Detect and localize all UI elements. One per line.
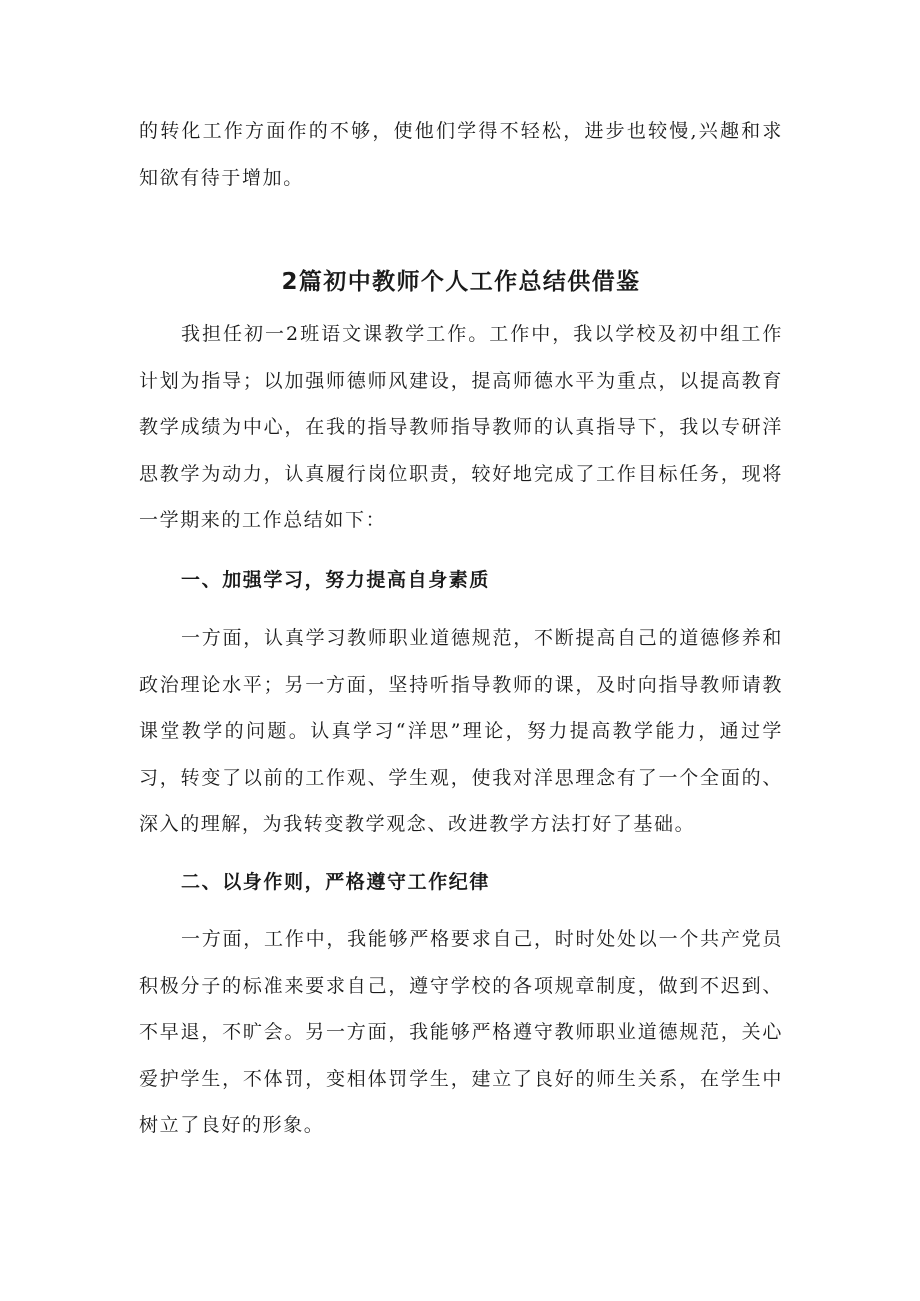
continuation-paragraph: 的转化工作方面作的不够，使他们学得不轻松，进步也较慢,兴趣和求知欲有待于增加。 [139,120,783,189]
section-1-heading: 一、加强学习，努力提高自身素质 [181,569,491,591]
section-1-paragraph: 一方面，认真学习教师职业道德规范，不断提高自己的道德修养和政治理论水平；另一方面，坚持听指导教师的课，及时向指导教师请教课堂教学的问题。认真学习“洋思”理论，努力提高教学能力，通过学习，转变了以前的工作观、学生观，使我对洋思理念有了一个全面的、深入的理解，为我转变教学观念、改进教学方法打好了基础。 [139,627,783,835]
section-2-paragraph: 一方面，工作中，我能够严格要求自己，时时处处以一个共产党员积极分子的标准来要求自己，遵守学校的各项规章制度，做到不迟到、不早退，不旷会。另一方面，我能够严格遵守教师职业道德规范，关心爱护学生，不体罚，变相体罚学生，建立了良好的师生关系，在学生中树立了良好的形象。 [139,928,783,1136]
section-2-heading: 二、以身作则，严格遵守工作纪律 [181,871,491,893]
intro-paragraph: 我担任初一2班语文课教学工作。工作中，我以学校及初中组工作计划为指导；以加强师德师风建设，提高师德水平为重点，以提高教育教学成绩为中心，在我的指导教师指导教师的认真指导下，我以专研洋思教学为动力，认真履行岗位职责，较好地完成了工作目标任务，现将一学期来的工作总结如下： [139,323,783,531]
document-title: 2篇初中教师个人工作总结供借鉴 [281,269,641,295]
